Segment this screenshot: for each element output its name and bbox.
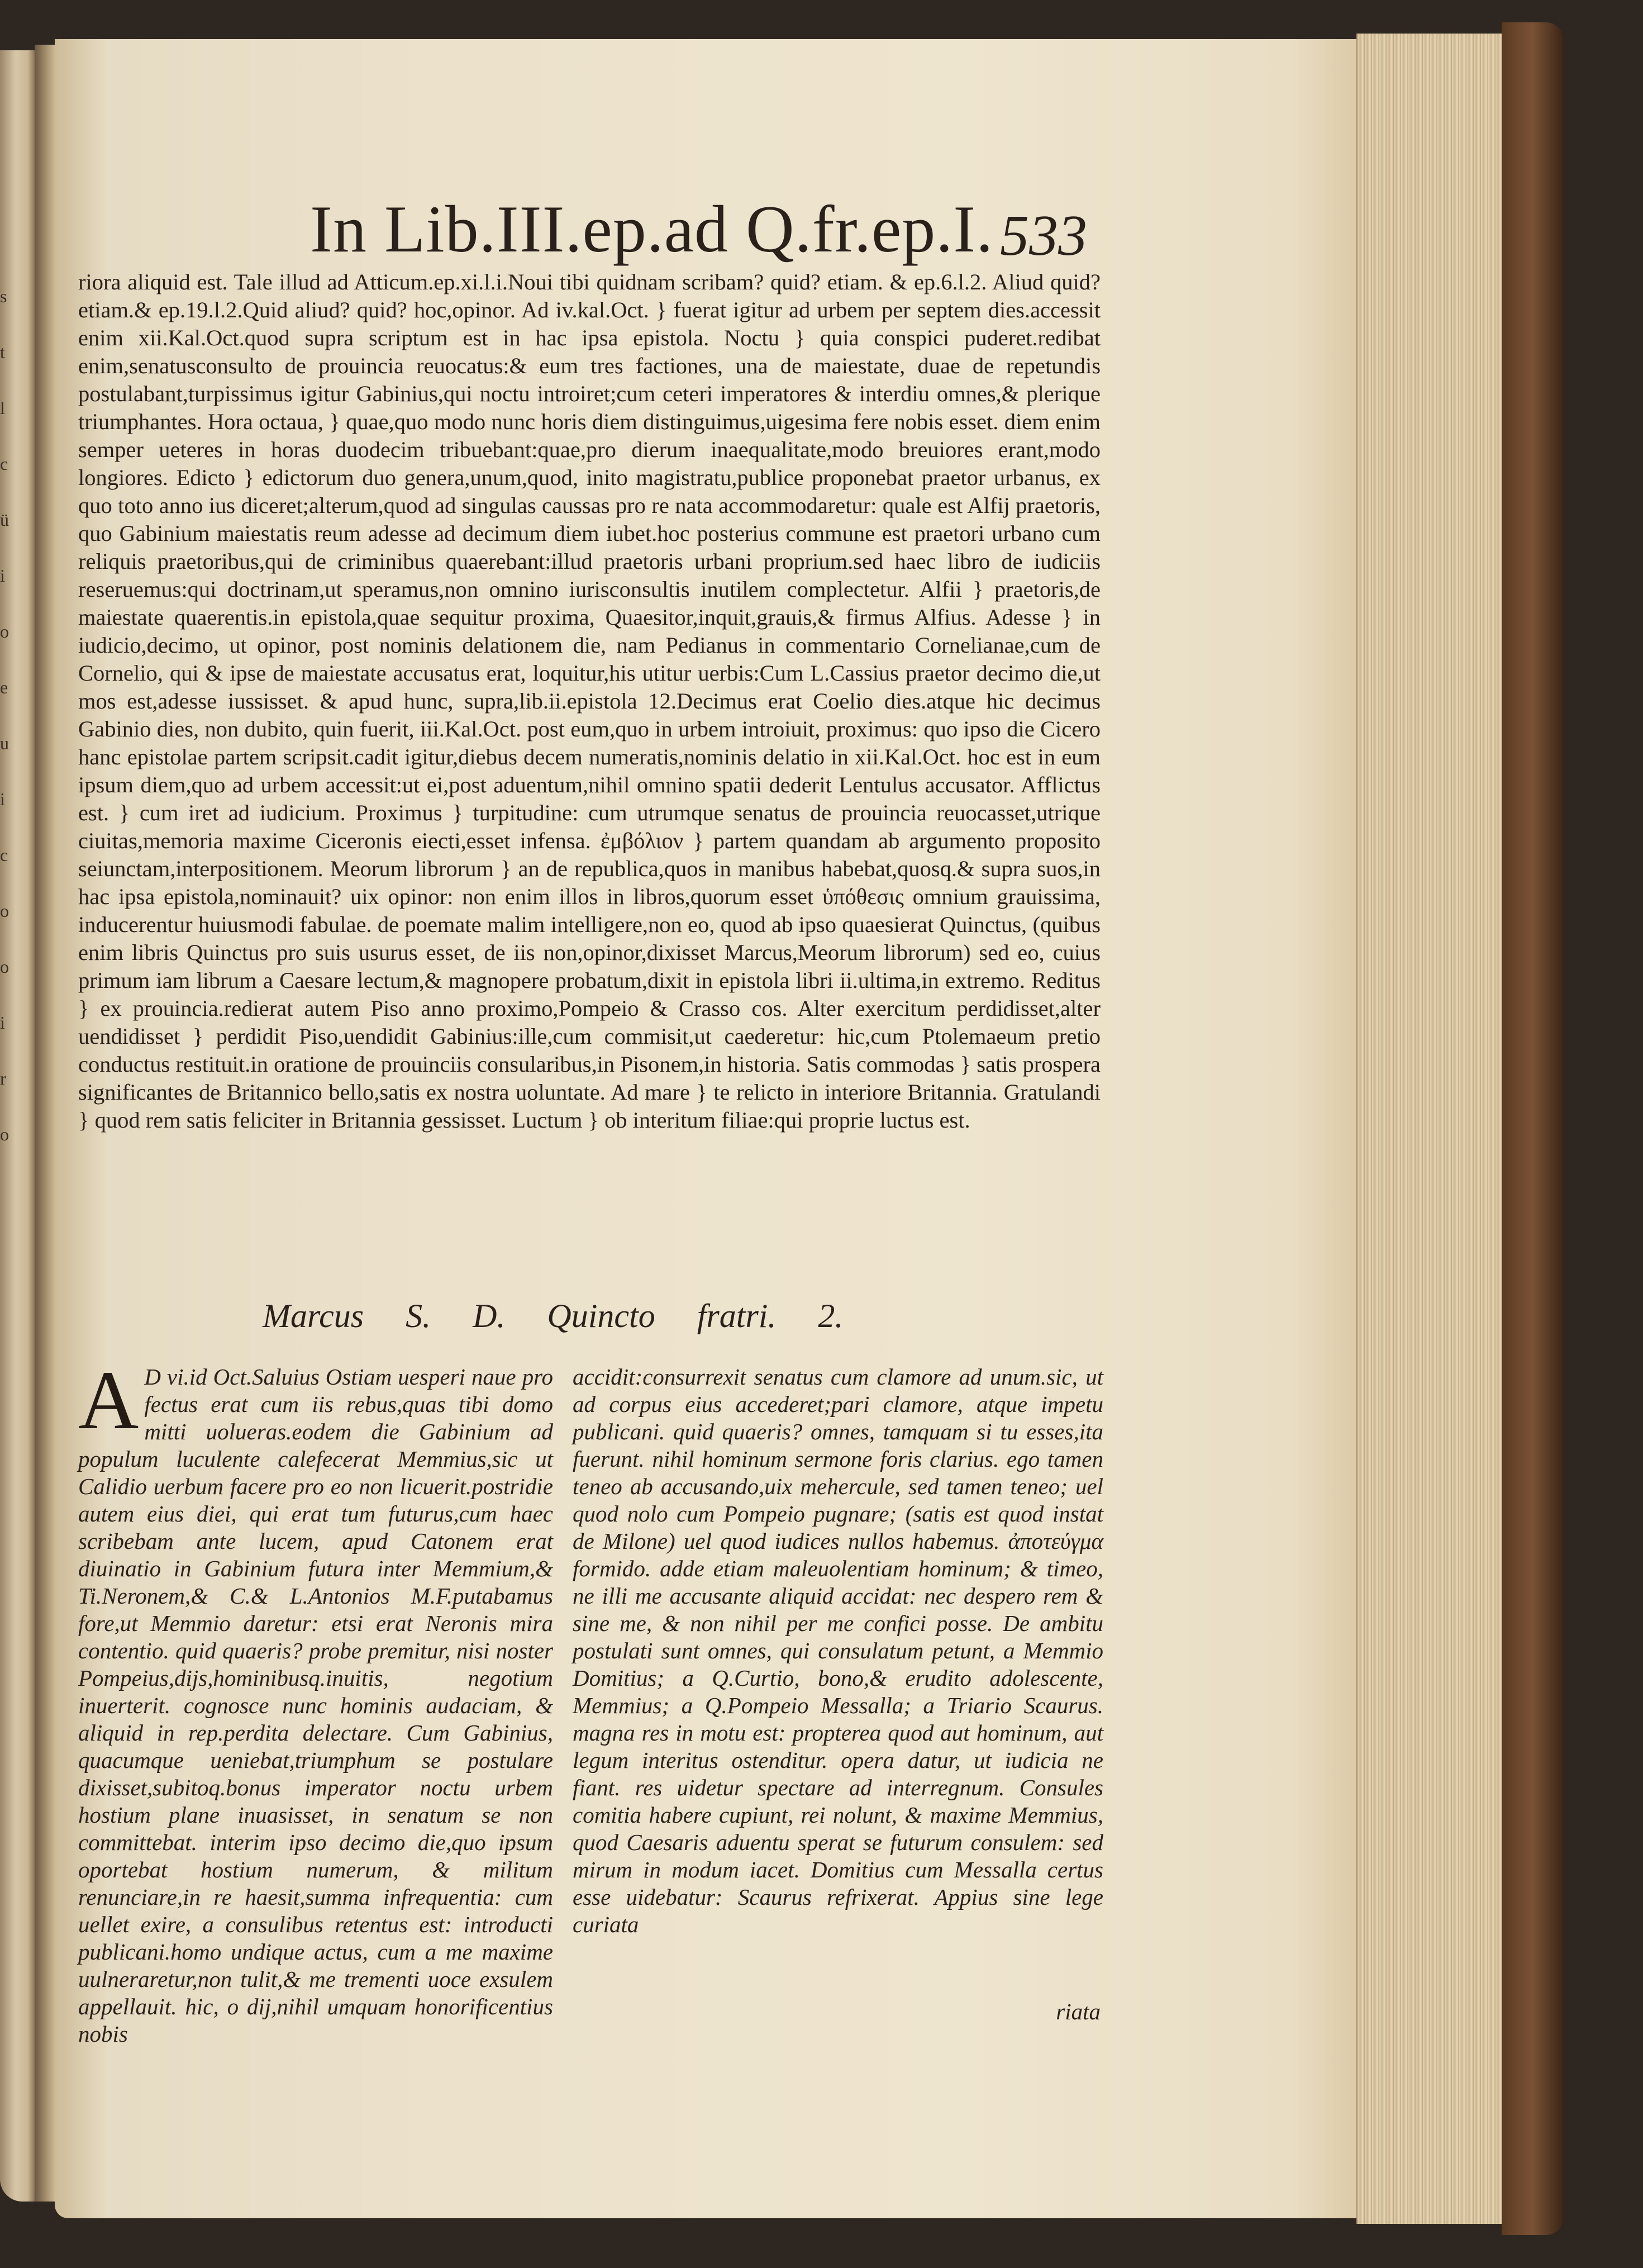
running-head: In Lib.III.ep.ad Q.fr.ep.I. (310, 192, 994, 266)
book-gutter (35, 45, 55, 2202)
left-margin-letter: e (0, 677, 8, 697)
left-margin-letter: r (0, 1068, 6, 1088)
letter-column-left (78, 1354, 553, 2056)
left-margin-letter: i (0, 789, 5, 809)
page-fore-edge (1356, 34, 1503, 2224)
letter-column-right: accidit:consurrexit senatus cum clamore ad unum.sic, ut ad corpus eius accederet;pari clamore, atque impetu publicani. quid quaeris? omnes, tamquam si tu esses,ita fuerunt. nihil hominum sermone foris clarius. ego tamen teneo ab accusando,uix mehercule, sed tamen teneo; uel quod nolo cum Pompeio pugnare; (satis est quod instat de Milone) uel quod iudices nullos habemus. ἀποτεύγμα formido. adde etiam maleuolentiam hominum; & timeo, ne illi me accusante aliquid accidat: nec despero rem & sine me, & non nihil per me confici posse. De ambitu postulati sunt omnes, qui consulatum petunt, a Memmio Domitius; a Q.Curtio, bono,& erudito adolescente, Memmius; a Q.Pompeio Messalla; a Triario Scaurus. magna res in motu est: propterea quod aut hominum, aut legum interitus ostenditur. opera datur, ut iudicia ne fiant. res uidetur spectare ad interregnum. Consules comitia habere cupiunt, rei nolunt, & maxime Memmius, quod Caesaris aduentu sperat se futurum consulem: sed mirum in modum iacet. Domitius cum Messalla certus esse uidebatur: Scaurus refrixerat. Appius sine lege curiata (573, 1364, 1103, 1937)
letter-heading: Marcus S. D. Quincto fratri. 2. (263, 1297, 844, 1334)
left-margin-letter: o (0, 621, 9, 641)
left-margin-letter: t (0, 342, 5, 362)
commentary-text: riora aliquid est. Tale illud ad Atticum.ep.xi.l.i.Noui tibi quidnam scribam? quid? etiam. & ep.6.l.2. Aliud quid? etiam.& ep.19.l.2.Quid aliud? quid? hoc,opinor. Ad iv.kal.Oct. } fuerat igitur ad urbem per septem dies.accessit enim xii.Kal.Oct.quod supra scriptum est in hac ipsa epistola. Noctu } quia conspici puderet.redibat enim,senatusconsulto de prouincia reuocatus:& eum tres factiones, una de maiestate, duae de repetundis postulabant,turpissimus igitur Gabinius,qui noctu introiret;cum ceteri imperatores & interdiu omnes,& plerique triumphantes. Hora octaua, } quae,quo modo nunc horis diem distinguimus,uigesima fere nobis esset. diem enim semper ueteres in horas duodecim tribuebant:quae,pro dierum inaequalitate,modo breuiores erant,modo longiores. Edicto } edictorum duo genera,unum,quod, inito magistratu,publice proponebat praetor urbanus, ex quo toto anno ius diceret;alterum,quod ad singulas caussas pro re nata accommodaretur: quale est Alfij praetoris, quo Gabinium maiestatis reum adesse ad decimum diem iubet.hoc posterius commune est praetori urbano cum reliquis praetoribus,qui de criminibus quaerebant:illud praetoris urbani proprium.sed haec libro de iudiciis reseruemus:qui doctrinam,ut speramus,non omnino iurisconsultis inutilem complectetur. Alfii } praetoris,de maiestate quaerentis.in epistola,quae sequitur proxima, Quaesitor,inquit,grauis,& firmus Alfius. Adesse } in iudicio,decimo, ut opinor, post nominis delationem die, nam Pedianus in commentario Cornelianae,cum de Cornelio, qui & ipse de maiestate accusatus erat, loquitur,his utitur uerbis:Cum L.Cassius praetor decimo die,ut mos est,adesse iussisset. & apud hunc, supra,lib.ii.epistola 12.Decimus erat Coelio dies.atque hic decimus Gabinio dies, non dubito, quin fuerit, iii.Kal.Oct. post eum,quo in urbem introiuit, proximus: quo ipso die Cicero hanc epistolae partem scripsit.cadit igitur,diebus decem numeratis,nominis delatio in xii.Kal.Oct. hoc est in eum ipsum diem,quo ad urbem accessit:ut ei,post aduentum,nihil omnino spatii dederit Lentulus accusator. Afflictus est. } cum iret ad iudicium. Proximus } turpitudine: cum utrumque senatus de prouincia reuocasset,utrique ciuitas,memoria maxime Ciceronis eiecti,esset infensa. ἐμβόλιον } partem quandam ab argumento proposito seiunctam,interpositionem. Meorum librorum } an de republica,quos in manibus habebat,quosq.& supra suos,in hac ipsa epistola,nominauit? uix opinor: non enim illos in libros,quorum esset ὑπόθεσις omnium grauissima, inducerentur huiusmodi fabulae. de poemate malim intelligere,non eo, quod ab ipso quaesierat Quinctus, (quibus enim libris Quinctus pro suis usurus esset, de iis non,opinor,dixisset Marcus,Meorum librorum) sed eo, cuius primum iam librum a Caesare lectum,& magnopere probatum,dixit in epistola libri ii.ultima,in extremo. Reditus } ex prouincia.redierat autem Piso anno proximo,Pompeio & Crasso cos. Alter exercitum perdidisset,alter uendidisset } perdidit Piso,uendidit Gabinius:ille,cum commisit,ut caederetur: hic,cum Ptolemaeum pretio conductus restituit.in oratione de prouinciis consularibus,in Pisonem,in historia. Satis commodas } satis prospera significantes de Britannico bello,satis ex nostra uoluntate. Ad mare } te relicto in interiore Britannia. Gratulandi } quod rem satis feliciter in Britannia gessisset. Luctum } ob interitum filiae:qui proprie luctus est. (78, 269, 1101, 1133)
left-margin-letter: c (0, 454, 8, 474)
left-margin-letter: l (0, 398, 5, 418)
left-margin-letter: o (0, 957, 9, 977)
left-margin-letter: i (0, 1012, 5, 1033)
letter-column-left-text: D vi.id Oct.Saluius Ostiam uesperi naue pro fectus erat cum iis rebus,quas tibi domo mitti uolueras.eodem die Gabinium ad populum luculente calefecerat Memmius,sic ut Calidio uerbum facere pro eo non licuerit.postridie autem eius diei, qui erat tum futurus,cum haec scribebam ante lucem, apud Catonem erat diuinatio in Gabinium futura inter Memmium,& Ti.Neronem,& C.& L.Antonios M.F.putabamus fore,ut Memmio daretur: etsi erat Neronis mira contentio. quid quaeris? probe premitur, nisi noster Pompeius,dijs,hominibusq.inuitis, negotium inuerterit. cognosce nunc hominis audaciam, & aliquid in rep.perdita delectare. Cum Gabinius, quacumque ueniebat,triumphum se postulare dixisset,subitoq.bonus imperator noctu urbem hostium plane inuasisset, in senatum se non committebat. interim ipso decimo die,quo ipsum oportebat hostium numerum, & militum renunciare,in re haesit,summa infrequentia: cum uellet exire, a consulibus retentus est: introducti publicani.homo undique actus, cum a me maxime uulneraretur,non tulit,& me trementi uoce exsulem appellauit. hic, o dij,nihil umquam honorificentius nobis (78, 1364, 553, 2047)
left-margin-letter: i (0, 565, 5, 586)
catchword: riata (1056, 1999, 1101, 2024)
left-margin-letter: s (0, 286, 7, 306)
leather-cover-edge (1502, 22, 1563, 2235)
page-number: 533 (1000, 203, 1087, 268)
left-margin-letter: o (0, 901, 9, 921)
left-margin-letter: o (0, 1124, 9, 1144)
left-margin-letter: c (0, 845, 8, 865)
left-margin-letter: ü (0, 510, 9, 530)
left-margin-letter: u (0, 733, 9, 753)
left-page-margin-letters (0, 268, 22, 1162)
drop-initial: A (78, 1354, 139, 1447)
